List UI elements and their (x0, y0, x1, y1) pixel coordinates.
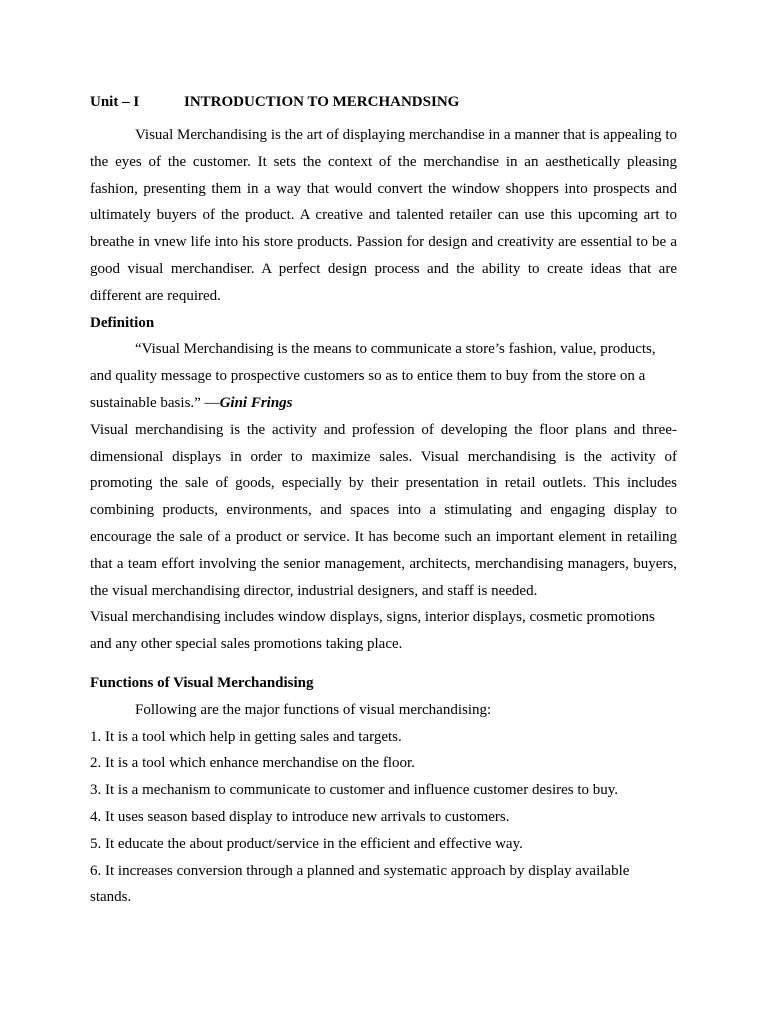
section-spacer (90, 658, 677, 670)
list-item: 4. It uses season based display to introduce new arrivals to customers. (90, 808, 510, 825)
unit-label: Unit – I (90, 94, 140, 110)
list-item: 1. It is a tool which help in getting sales and targets. (90, 728, 402, 745)
document-page (90, 92, 677, 911)
list-item: 3. It is a mechanism to communicate to customer and influence customer desires to buy. (90, 782, 619, 799)
definition-heading: Definition (90, 314, 155, 331)
definition-paragraph-1: Visual merchandising is the activity and profession of developing the floor plans and three-dimensional displays in order to maximize sales. Visual merchandising is the activity of promoting the sale of goods, especially by their presentation in retail outlets. This includes combining products, environments, and spaces into a stimulating and engaging display to encourage the sale of a product or service. It has become such an important element in retailing that a team effort involving the senior management, architects, merchandising managers, buyers, the visual merchandising director, industrial designers, and staff is needed. (90, 421, 677, 599)
quote-author: Gini Frings (219, 394, 293, 411)
functions-intro: Following are the major functions of visual merchandising: (135, 701, 492, 718)
list-item: 5. It educate the about product/service in the efficient and effective way. (90, 835, 523, 852)
definition-quote (90, 336, 677, 416)
functions-heading: Functions of Visual Merchandising (90, 674, 314, 691)
unit-heading (90, 92, 677, 112)
list-item: 6. It increases conversion through a planned and systematic approach by display available stands. (90, 862, 630, 906)
intro-paragraph: Visual Merchandising is the art of displaying merchandise in a manner that is appealing to the eyes of the customer. It sets the context of the merchandise in an aesthetically pleasing fashion, presenting them in a way that would convert the window shoppers into prospects and ultimately buyers of the product. A creative and talented retailer can use this upcoming art to breathe in vnew life into his store products. Passion for design and creativity are essential to be a good visual merchandiser. A perfect design process and the ability to create ideas that are different are required. (90, 127, 677, 304)
functions-list (90, 724, 677, 912)
list-item: 2. It is a tool which enhance merchandise on the floor. (90, 755, 415, 772)
unit-title: INTRODUCTION TO MERCHANDSING (184, 94, 460, 110)
quote-text: “Visual Merchandising is the means to communicate a store’s fashion, value, products, and quality message to prospective customers so as to entice them to buy from the store on a sustainable basis.” — (90, 341, 656, 411)
definition-paragraph-2: Visual merchandising includes window displays, signs, interior displays, cosmetic promotions and any other special sales promotions taking place. (90, 609, 655, 653)
